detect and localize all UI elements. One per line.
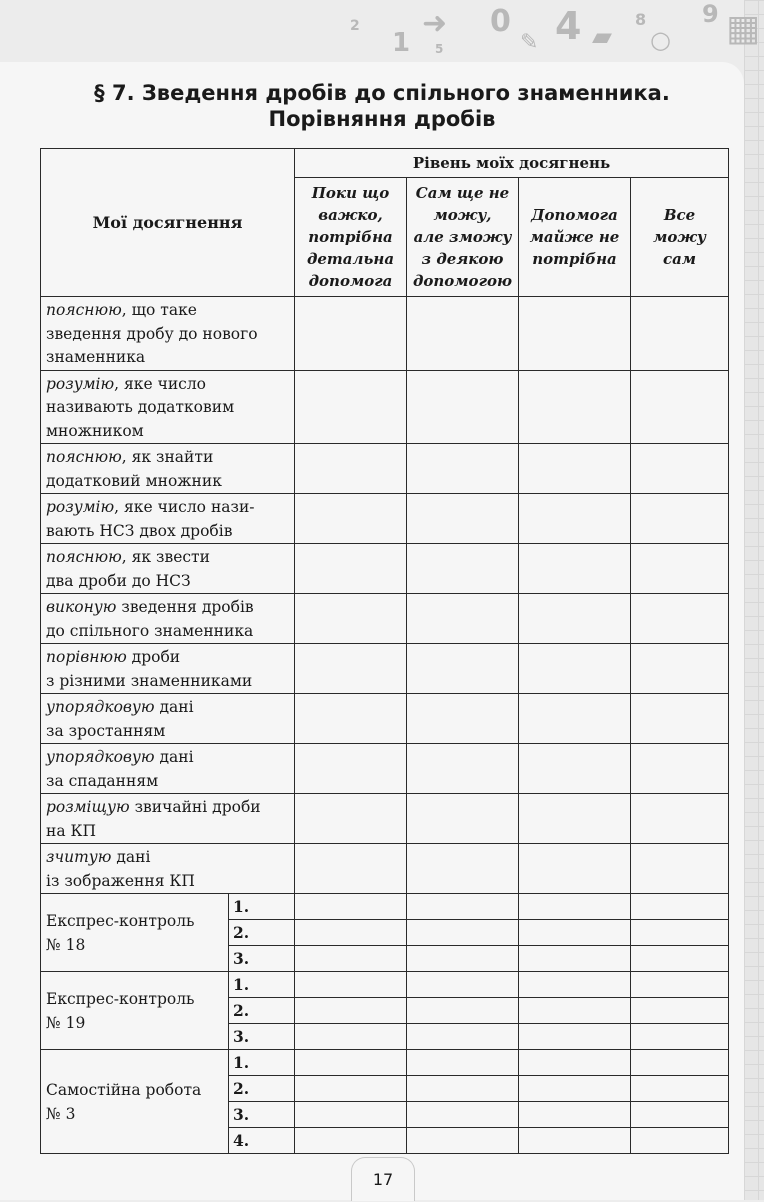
level-checkbox-cell[interactable] xyxy=(407,644,519,694)
page-subtitle: Порівняння дробів xyxy=(268,107,496,131)
achievement-rest: , що таке xyxy=(121,301,197,319)
achievement-line xyxy=(46,570,290,594)
decorative-header-strip xyxy=(330,0,764,62)
decor-arrow-icon: ➜ xyxy=(422,6,448,41)
achievement-rest: називають додатковим xyxy=(46,398,235,416)
task-result-cell[interactable] xyxy=(407,972,519,998)
achievement-rest: множником xyxy=(46,421,144,440)
level-checkbox-cell[interactable] xyxy=(519,370,631,444)
achievement-text xyxy=(41,494,295,544)
level-checkbox-cell[interactable] xyxy=(631,844,729,894)
level-checkbox-cell[interactable] xyxy=(631,694,729,744)
achievement-verb: упорядковую xyxy=(46,698,155,716)
task-result-cell[interactable] xyxy=(631,1102,729,1128)
task-result-cell[interactable] xyxy=(631,1024,729,1050)
level-header-line: детальна xyxy=(306,250,395,268)
achievement-verb: виконую xyxy=(46,598,117,616)
level-checkbox-cell[interactable] xyxy=(295,544,407,594)
level-header-line: можу, xyxy=(433,206,492,224)
level-checkbox-cell[interactable] xyxy=(519,744,631,794)
task-result-cell[interactable] xyxy=(295,1024,407,1050)
level-checkbox-cell[interactable] xyxy=(407,544,519,594)
level-checkbox-cell[interactable] xyxy=(407,594,519,644)
control-label-line: № 18 xyxy=(46,935,86,954)
level-checkbox-cell[interactable] xyxy=(295,594,407,644)
task-result-cell[interactable] xyxy=(407,894,519,920)
achievement-rest: звичайні дроби xyxy=(129,798,261,816)
task-number: 2. xyxy=(229,998,295,1024)
achievement-verb: упорядковую xyxy=(46,748,155,766)
task-result-cell[interactable] xyxy=(407,1102,519,1128)
achievement-line xyxy=(46,420,290,444)
level-header-line: сам xyxy=(662,250,697,268)
achievement-rest: зведення дробу до нового xyxy=(46,324,258,343)
task-result-cell[interactable] xyxy=(407,1128,519,1154)
level-checkbox-cell[interactable] xyxy=(295,794,407,844)
level-header-line: потрібна xyxy=(308,228,393,246)
control-row xyxy=(41,894,729,920)
achievement-rest: за спаданням xyxy=(46,771,159,790)
level-checkbox-cell[interactable] xyxy=(295,444,407,494)
achievement-line xyxy=(46,520,290,544)
task-result-cell[interactable] xyxy=(631,972,729,998)
achievement-text xyxy=(41,694,295,744)
task-result-cell[interactable] xyxy=(407,1050,519,1076)
achievement-row xyxy=(41,444,729,494)
level-header-line: допомогою xyxy=(412,272,513,290)
level-checkbox-cell[interactable] xyxy=(631,444,729,494)
task-result-cell[interactable] xyxy=(407,998,519,1024)
achievement-line xyxy=(46,646,290,670)
task-result-cell[interactable] xyxy=(519,1076,631,1102)
control-label-line: Експрес-контроль xyxy=(46,989,195,1008)
decor-calculator-icon: ▦ xyxy=(726,8,761,49)
achievement-text xyxy=(41,594,295,644)
level-checkbox-cell[interactable] xyxy=(407,370,519,444)
level-checkbox-cell[interactable] xyxy=(407,844,519,894)
level-checkbox-cell[interactable] xyxy=(407,444,519,494)
level-checkbox-cell[interactable] xyxy=(295,494,407,544)
achievement-row xyxy=(41,844,729,894)
level-header-line: з деякою xyxy=(421,250,504,268)
achievement-text xyxy=(41,744,295,794)
level-checkbox-cell[interactable] xyxy=(407,494,519,544)
task-number: 1. xyxy=(229,894,295,920)
achievement-rest: два дроби до НСЗ xyxy=(46,571,191,590)
level-checkbox-cell[interactable] xyxy=(631,544,729,594)
level-checkbox-cell[interactable] xyxy=(295,844,407,894)
task-number: 2. xyxy=(229,920,295,946)
achievement-line xyxy=(46,796,290,820)
level-header-line: потрібна xyxy=(532,250,617,268)
achievement-verb: розумію xyxy=(46,498,115,516)
decor-digit-icon: 1 xyxy=(392,28,411,58)
level-checkbox-cell[interactable] xyxy=(295,370,407,444)
grid-margin xyxy=(744,0,764,1200)
achievement-line xyxy=(46,770,290,794)
achievement-row xyxy=(41,297,729,371)
level-checkbox-cell[interactable] xyxy=(631,744,729,794)
level-header-4 xyxy=(631,178,729,297)
achievement-line xyxy=(46,496,290,520)
achievement-line xyxy=(46,323,290,347)
task-result-cell[interactable] xyxy=(407,1076,519,1102)
achievement-text xyxy=(41,370,295,444)
task-number: 3. xyxy=(229,1024,295,1050)
task-result-cell[interactable] xyxy=(519,998,631,1024)
task-result-cell[interactable] xyxy=(631,894,729,920)
control-label-line: № 19 xyxy=(46,1013,86,1032)
decor-digit-icon: 5 xyxy=(435,42,444,56)
achievement-row xyxy=(41,370,729,444)
control-row xyxy=(41,1050,729,1076)
task-result-cell[interactable] xyxy=(631,998,729,1024)
level-header-line: важко, xyxy=(318,206,383,224)
level-checkbox-cell[interactable] xyxy=(519,844,631,894)
task-number: 1. xyxy=(229,1050,295,1076)
task-result-cell[interactable] xyxy=(295,972,407,998)
level-checkbox-cell[interactable] xyxy=(519,544,631,594)
achievement-verb: розумію xyxy=(46,374,115,393)
control-row xyxy=(41,972,729,998)
control-label-line: Самостійна робота xyxy=(46,1080,202,1099)
level-checkbox-cell[interactable] xyxy=(295,644,407,694)
decor-digit-icon: 9 xyxy=(702,0,719,28)
task-result-cell[interactable] xyxy=(295,1102,407,1128)
task-result-cell[interactable] xyxy=(519,946,631,972)
level-checkbox-cell[interactable] xyxy=(519,494,631,544)
decor-digit-icon: 0 xyxy=(490,4,511,39)
decor-ruler-icon: ▰ xyxy=(592,22,612,52)
level-checkbox-cell[interactable] xyxy=(295,744,407,794)
achievement-line xyxy=(46,746,290,770)
task-result-cell[interactable] xyxy=(295,1076,407,1102)
task-number: 4. xyxy=(229,1128,295,1154)
task-result-cell[interactable] xyxy=(631,946,729,972)
achievement-rest: до спільного знаменника xyxy=(46,621,254,640)
level-checkbox-cell[interactable] xyxy=(631,494,729,544)
task-result-cell[interactable] xyxy=(631,1050,729,1076)
achievements-header: Мої досягнення xyxy=(41,149,295,297)
achievement-line xyxy=(46,620,290,644)
achievement-verb: порівнюю xyxy=(46,648,127,666)
task-result-cell[interactable] xyxy=(631,1076,729,1102)
level-header-line: але зможу xyxy=(413,228,512,246)
task-result-cell[interactable] xyxy=(295,920,407,946)
achievement-rest: на КП xyxy=(46,821,97,840)
task-number: 3. xyxy=(229,1102,295,1128)
achievement-text xyxy=(41,644,295,694)
task-result-cell[interactable] xyxy=(295,1050,407,1076)
task-result-cell[interactable] xyxy=(407,920,519,946)
achievement-line xyxy=(46,870,290,894)
level-checkbox-cell[interactable] xyxy=(631,297,729,371)
task-result-cell[interactable] xyxy=(407,946,519,972)
achievement-row xyxy=(41,694,729,744)
level-checkbox-cell[interactable] xyxy=(631,594,729,644)
task-result-cell[interactable] xyxy=(519,920,631,946)
achievement-line xyxy=(46,720,290,744)
decor-digit-icon: 2 xyxy=(350,18,360,34)
achievement-line xyxy=(46,396,290,420)
control-label-line: № 3 xyxy=(46,1104,76,1123)
achievement-verb: пояснюю xyxy=(46,301,122,319)
control-label xyxy=(41,1050,229,1154)
level-checkbox-cell[interactable] xyxy=(631,794,729,844)
task-result-cell[interactable] xyxy=(519,1102,631,1128)
level-header-line: допомога xyxy=(308,272,393,290)
achievement-rest: , як звести xyxy=(121,548,210,566)
level-checkbox-cell[interactable] xyxy=(519,297,631,371)
control-label xyxy=(41,894,229,972)
achievement-rest: вають НСЗ двох дробів xyxy=(46,521,233,540)
control-label-line: Експрес-контроль xyxy=(46,911,195,930)
level-checkbox-cell[interactable] xyxy=(519,644,631,694)
achievement-row xyxy=(41,594,729,644)
achievement-row xyxy=(41,794,729,844)
achievement-line xyxy=(46,373,290,397)
level-header-1 xyxy=(295,178,407,297)
level-checkbox-cell[interactable] xyxy=(295,694,407,744)
achievement-rest: із зображення КП xyxy=(46,871,195,890)
achievement-rest: знаменника xyxy=(46,348,146,366)
task-result-cell[interactable] xyxy=(519,894,631,920)
achievement-verb: пояснюю xyxy=(46,548,122,566)
level-header-line: Допомога xyxy=(531,206,618,224)
task-result-cell[interactable] xyxy=(519,1128,631,1154)
achievement-text xyxy=(41,297,295,371)
achievement-line xyxy=(46,846,290,870)
level-header-3 xyxy=(519,178,631,297)
level-header-2 xyxy=(407,178,519,297)
achievement-rest: додатковий множник xyxy=(46,471,222,490)
task-result-cell[interactable] xyxy=(519,972,631,998)
level-header-line: Все xyxy=(663,206,696,224)
task-result-cell[interactable] xyxy=(295,946,407,972)
control-label xyxy=(41,972,229,1050)
achievement-line xyxy=(46,596,290,620)
achievement-rest: за зростанням xyxy=(46,721,166,740)
achievement-text xyxy=(41,444,295,494)
task-result-cell[interactable] xyxy=(407,1024,519,1050)
level-checkbox-cell[interactable] xyxy=(519,694,631,744)
decor-pin-icon: ✎ xyxy=(520,30,539,55)
level-checkbox-cell[interactable] xyxy=(407,297,519,371)
page-number: 17 xyxy=(351,1157,415,1201)
achievement-line xyxy=(46,470,290,494)
task-number: 1. xyxy=(229,972,295,998)
achievement-line xyxy=(46,546,290,570)
achievement-row xyxy=(41,744,729,794)
task-result-cell[interactable] xyxy=(519,1050,631,1076)
achievement-row xyxy=(41,544,729,594)
level-checkbox-cell[interactable] xyxy=(519,444,631,494)
level-header-line: майже не xyxy=(529,228,620,246)
decor-bubble-icon: ○ xyxy=(650,26,671,54)
decor-digit-icon: 8 xyxy=(635,10,647,29)
achievement-line xyxy=(46,346,290,370)
task-result-cell[interactable] xyxy=(519,1024,631,1050)
achievement-rest: , як знайти xyxy=(121,448,214,466)
achievement-line xyxy=(46,446,290,470)
level-checkbox-cell[interactable] xyxy=(631,370,729,444)
level-checkbox-cell[interactable] xyxy=(519,794,631,844)
level-checkbox-cell[interactable] xyxy=(295,297,407,371)
achievement-verb: розміщую xyxy=(46,798,130,816)
level-header-line: можу xyxy=(653,228,706,246)
task-number: 3. xyxy=(229,946,295,972)
task-result-cell[interactable] xyxy=(295,998,407,1024)
achievement-verb: зчитую xyxy=(46,848,112,866)
achievement-text xyxy=(41,794,295,844)
achievement-row xyxy=(41,644,729,694)
page-title: § 7. Зведення дробів до спільного знаменника. xyxy=(94,81,670,105)
achievement-line xyxy=(46,670,290,694)
achievement-rest: , яке число xyxy=(114,374,207,393)
level-checkbox-cell[interactable] xyxy=(631,644,729,694)
achievement-line xyxy=(46,299,290,323)
level-checkbox-cell[interactable] xyxy=(519,594,631,644)
achievement-rest: з різними знаменниками xyxy=(46,671,253,690)
task-result-cell[interactable] xyxy=(295,1128,407,1154)
decor-digit-icon: 4 xyxy=(555,4,582,48)
levels-header: Рівень моїх досягнень xyxy=(295,149,729,178)
achievement-line xyxy=(46,696,290,720)
level-checkbox-cell[interactable] xyxy=(407,694,519,744)
achievement-text xyxy=(41,544,295,594)
achievement-text xyxy=(41,844,295,894)
achievement-verb: пояснюю xyxy=(46,448,122,466)
level-header-line: Сам ще не xyxy=(415,184,510,202)
level-header-line: Поки що xyxy=(311,184,390,202)
level-checkbox-cell[interactable] xyxy=(407,794,519,844)
achievement-rest: дані xyxy=(111,848,151,866)
task-result-cell[interactable] xyxy=(631,920,729,946)
achievement-line xyxy=(46,820,290,844)
level-checkbox-cell[interactable] xyxy=(407,744,519,794)
achievement-rest: дроби xyxy=(126,648,181,666)
achievements-table xyxy=(40,148,729,1154)
achievement-row xyxy=(41,494,729,544)
task-result-cell[interactable] xyxy=(631,1128,729,1154)
task-result-cell[interactable] xyxy=(295,894,407,920)
achievement-rest: дані xyxy=(154,698,194,716)
task-number: 2. xyxy=(229,1076,295,1102)
achievement-rest: зведення дробів xyxy=(116,598,254,616)
achievement-rest: , яке число нази- xyxy=(114,498,255,516)
achievement-rest: дані xyxy=(154,748,194,766)
